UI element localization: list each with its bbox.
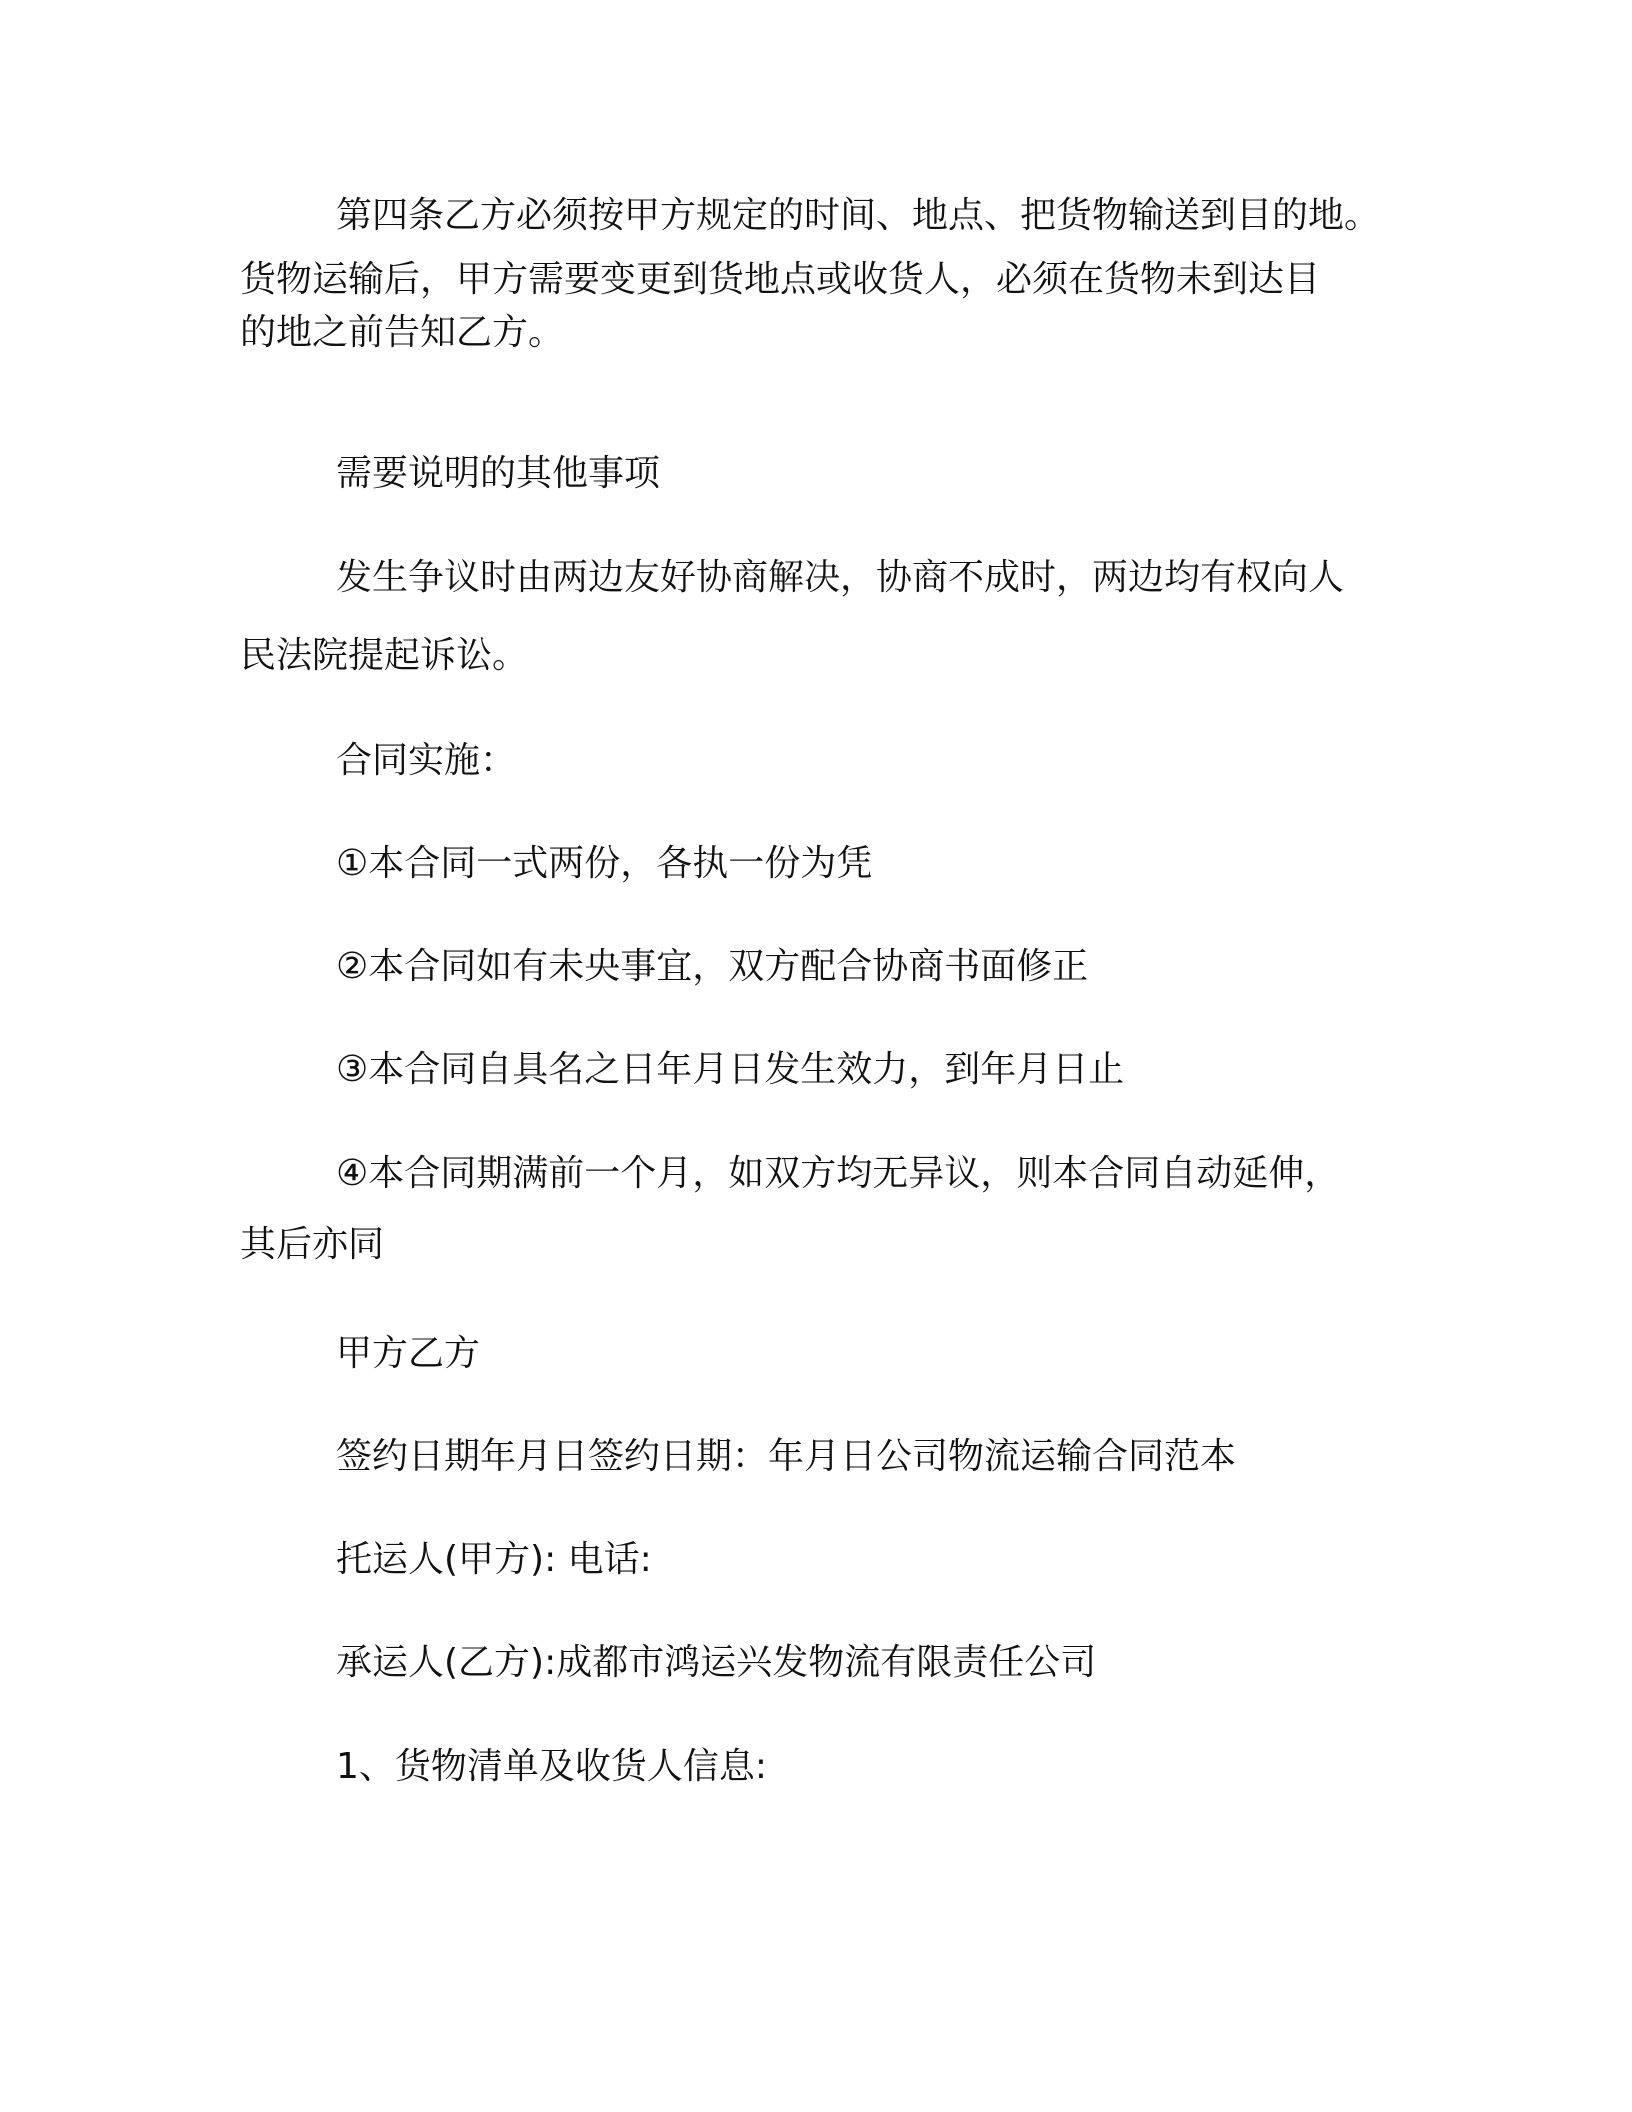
text-line: 发生争议时由两边友好协商解决，协商不成时，两边均有权向人 bbox=[336, 557, 1345, 598]
text-line: 签约日期年月日签约日期：年月日公司物流运输合同范本 bbox=[336, 1436, 1237, 1477]
paragraph-dispute-resolution bbox=[240, 552, 1344, 682]
text-line: 合同实施： bbox=[336, 740, 517, 781]
paragraph-other-matters-heading bbox=[336, 448, 660, 500]
text-line: 货物运输后，甲方需要变更到货地点或收货人，必须在货物未到达目 bbox=[240, 259, 1321, 300]
text-line: 第四条乙方必须按甲方规定的时间、地点、把货物输送到目的地。 bbox=[336, 195, 1381, 236]
text-line: ④本合同期满前一个月，如双方均无异议，则本合同自动延伸， bbox=[336, 1153, 1341, 1194]
paragraph-shipper bbox=[336, 1534, 652, 1586]
paragraph-clause-3 bbox=[336, 1044, 1124, 1096]
text-line: ③本合同自具名之日年月日发生效力，到年月日止 bbox=[336, 1049, 1125, 1090]
paragraph-clause-2 bbox=[336, 941, 1088, 993]
text-line: 其后亦同 bbox=[240, 1224, 385, 1265]
paragraph-contract-implementation bbox=[336, 735, 516, 787]
text-line: 的地之前告知乙方。 bbox=[240, 312, 565, 353]
text-line: 需要说明的其他事项 bbox=[336, 453, 661, 494]
text-line: 托运人(甲方): 电话: bbox=[336, 1539, 652, 1580]
text-line: 民法院提起诉讼。 bbox=[240, 635, 529, 676]
text-line: 承运人(乙方):成都市鸿运兴发物流有限责任公司 bbox=[336, 1642, 1097, 1683]
paragraph-carrier bbox=[336, 1637, 1096, 1689]
text-line: ②本合同如有未央事宜，双方配合协商书面修正 bbox=[336, 946, 1089, 987]
paragraph-article-4 bbox=[240, 190, 1380, 359]
paragraph-goods-list-heading bbox=[336, 1741, 767, 1793]
paragraph-signing-date bbox=[336, 1431, 1236, 1483]
text-line: 1、货物清单及收货人信息: bbox=[336, 1746, 768, 1787]
text-line: ①本合同一式两份，各执一份为凭 bbox=[336, 843, 873, 884]
paragraph-clause-1 bbox=[336, 838, 872, 890]
paragraph-parties bbox=[336, 1328, 480, 1380]
paragraph-clause-4 bbox=[240, 1148, 1340, 1271]
text-line: 甲方乙方 bbox=[336, 1333, 481, 1374]
